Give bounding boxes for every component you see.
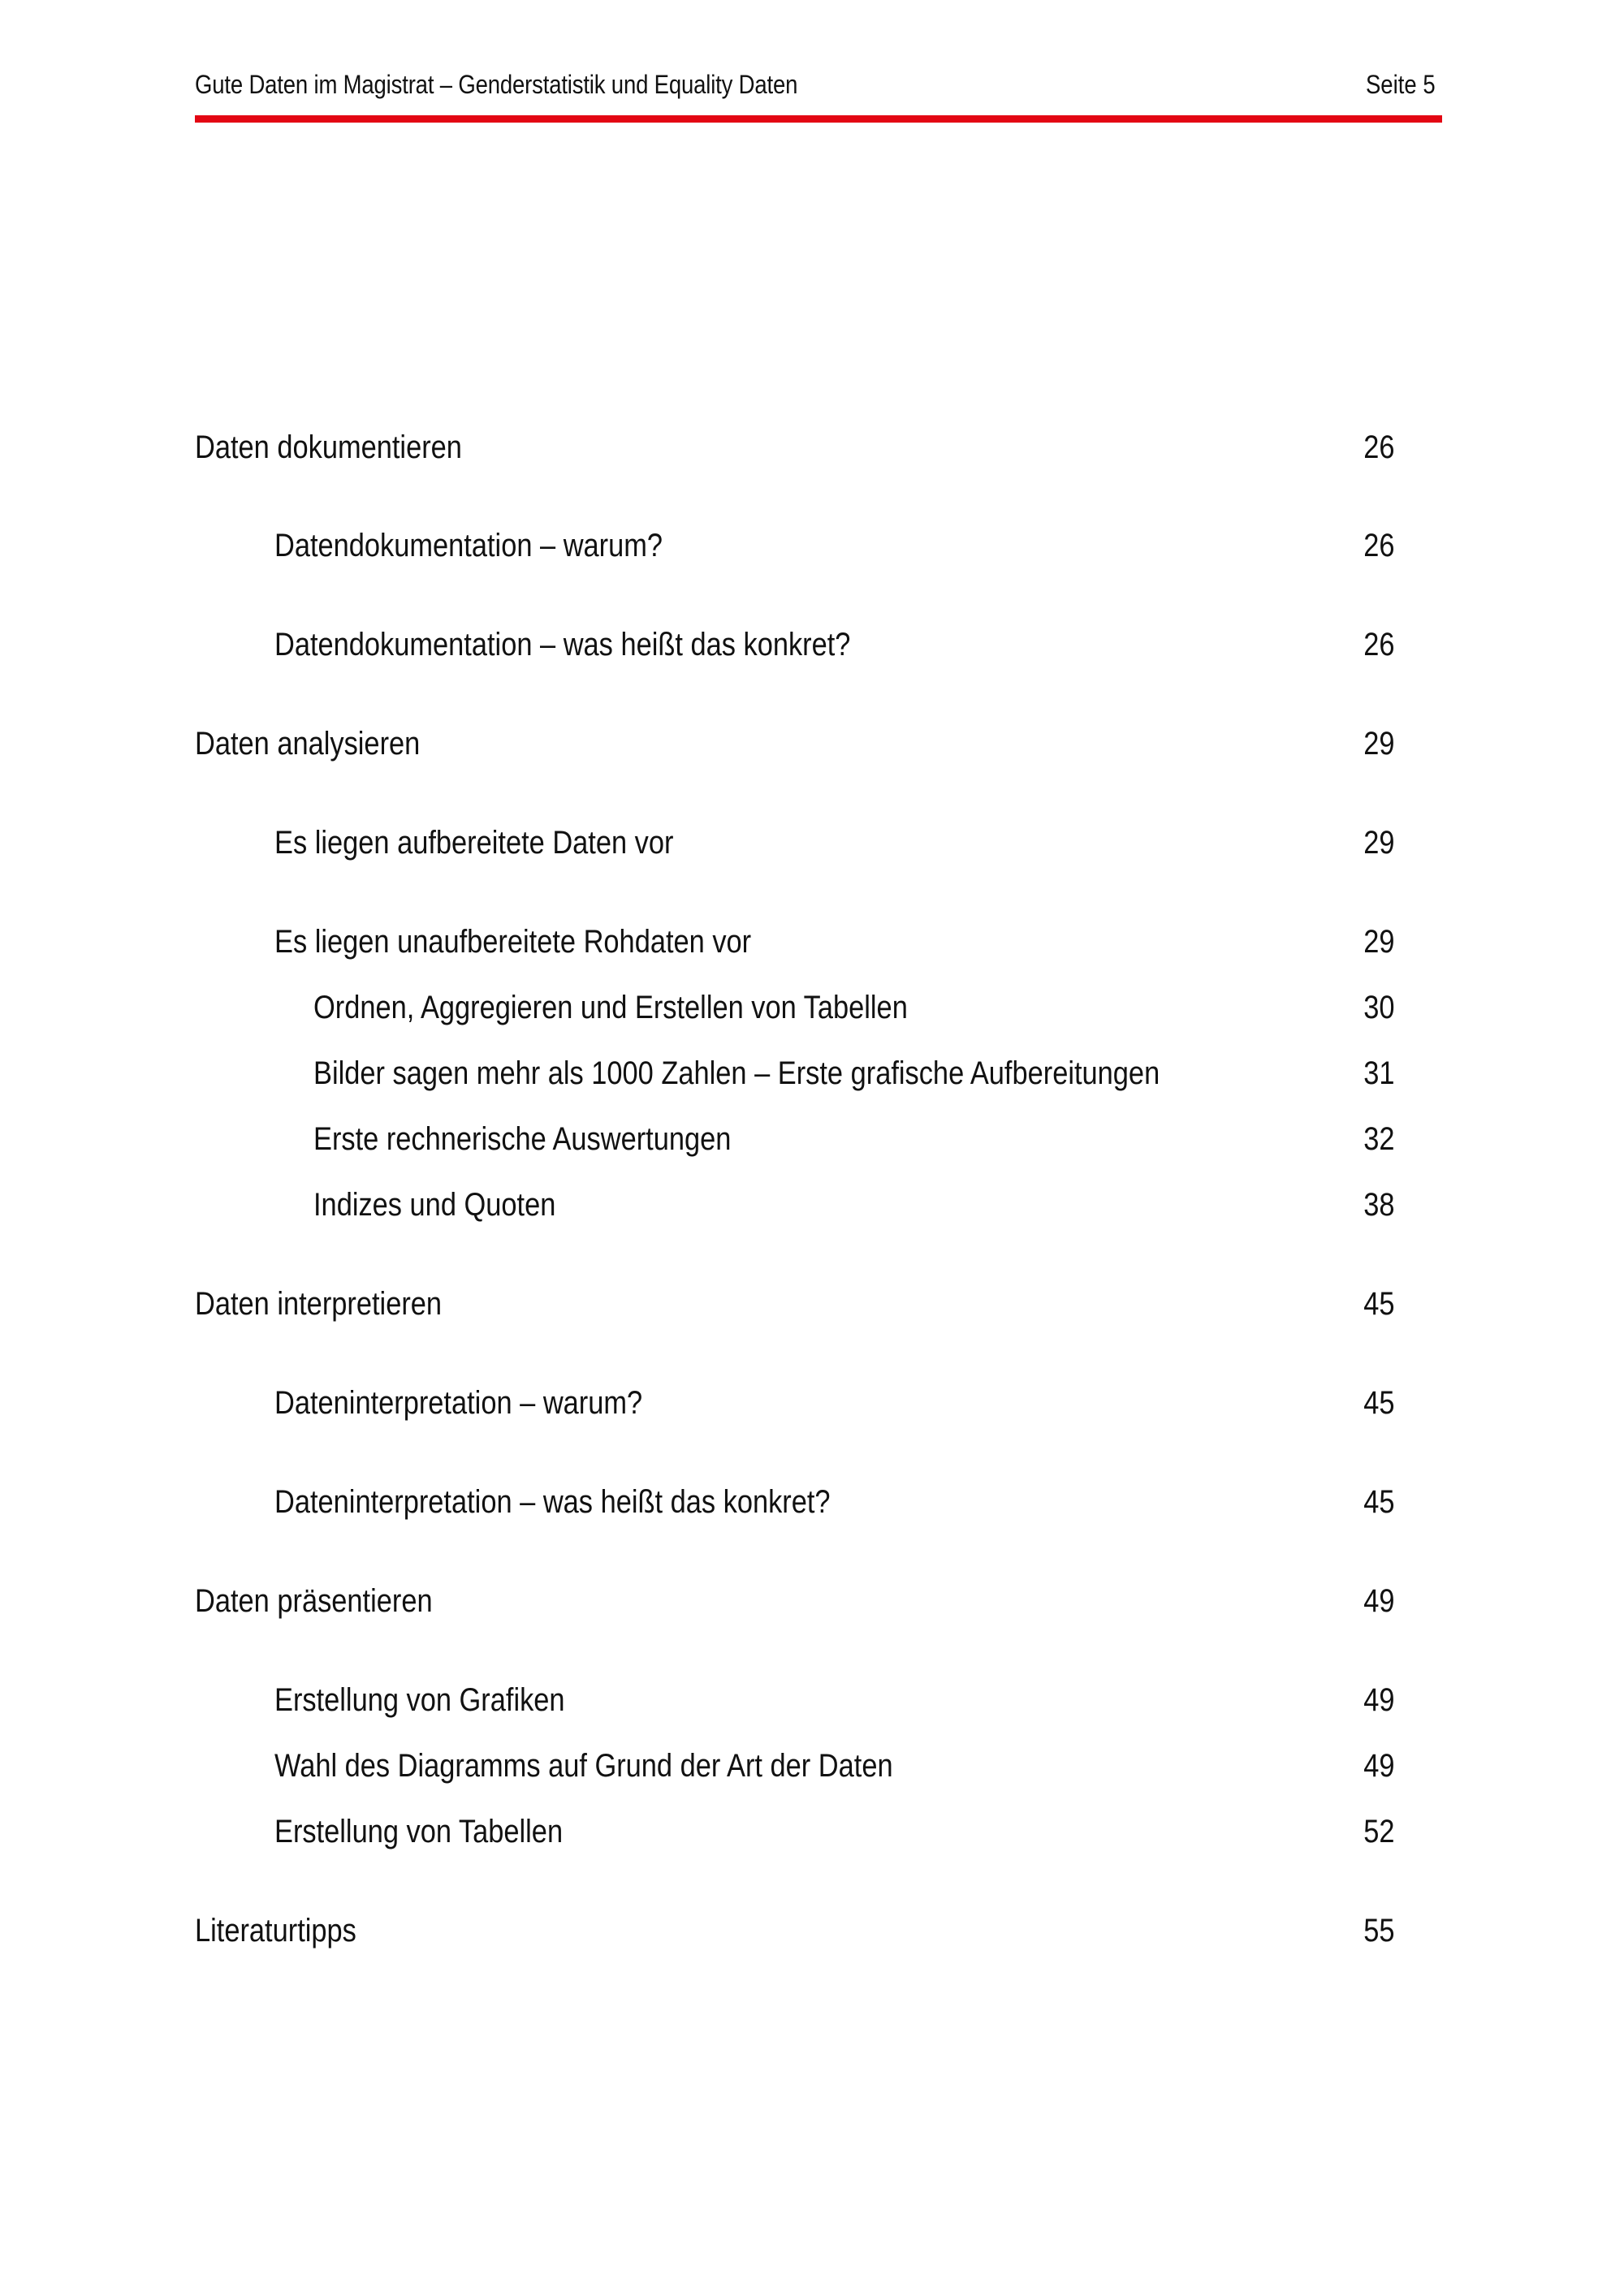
toc-entry[interactable] — [0, 1281, 1624, 1327]
toc-entry-page: 45 — [1363, 1484, 1394, 1520]
toc-entry-page: 26 — [1363, 627, 1394, 662]
toc-entry-label: Wahl des Diagramms auf Grund der Art der Daten — [274, 1748, 893, 1784]
toc-entry[interactable] — [0, 820, 1624, 865]
toc-entry[interactable] — [0, 1380, 1624, 1426]
toc-entry[interactable] — [0, 1743, 1624, 1789]
toc-entry-page: 45 — [1363, 1385, 1394, 1421]
toc-entry-label: Es liegen unaufbereitete Rohdaten vor — [274, 924, 752, 960]
toc-entry[interactable] — [0, 1051, 1624, 1096]
toc-entry-page: 26 — [1363, 429, 1394, 465]
toc-entry-label: Daten dokumentieren — [195, 429, 462, 465]
toc-entry[interactable] — [0, 1677, 1624, 1723]
toc-entry-label: Literaturtipps — [195, 1913, 356, 1949]
toc-entry-label: Daten analysieren — [195, 726, 421, 762]
toc-entry-label: Es liegen aufbereitete Daten vor — [274, 825, 674, 861]
toc-entry[interactable] — [0, 1908, 1624, 1953]
toc-entry-label: Dateninterpretation – was heißt das konkret? — [274, 1484, 831, 1520]
toc-entry[interactable] — [0, 1116, 1624, 1162]
toc-entry-page: 49 — [1363, 1748, 1394, 1784]
toc-entry[interactable] — [0, 1182, 1624, 1228]
toc-entry-label: Dateninterpretation – warum? — [274, 1385, 643, 1421]
toc-entry-label: Ordnen, Aggregieren und Erstellen von Tabellen — [313, 990, 908, 1025]
toc-entry-label: Datendokumentation – warum? — [274, 528, 663, 563]
toc-entry[interactable] — [0, 425, 1624, 470]
toc-entry-label: Erstellung von Grafiken — [274, 1682, 565, 1718]
toc-entry[interactable] — [0, 523, 1624, 568]
header-page-number: Seite 5 — [1366, 70, 1436, 99]
toc-entry-page: 55 — [1363, 1913, 1394, 1949]
header-title: Gute Daten im Magistrat – Genderstatistik und Equality Daten — [195, 70, 798, 99]
toc-entry-label: Daten präsentieren — [195, 1583, 433, 1619]
toc-entry-page: 32 — [1363, 1121, 1394, 1157]
toc-entry-label: Datendokumentation – was heißt das konkret? — [274, 627, 851, 662]
toc-entry-page: 29 — [1363, 924, 1394, 960]
toc-entry-label: Erste rechnerische Auswertungen — [313, 1121, 732, 1157]
toc-entry-page: 49 — [1363, 1682, 1394, 1718]
toc-entry[interactable] — [0, 721, 1624, 766]
toc-entry-page: 45 — [1363, 1286, 1394, 1322]
toc-entry[interactable] — [0, 622, 1624, 667]
toc-entry[interactable] — [0, 1578, 1624, 1624]
toc-entry-page: 30 — [1363, 990, 1394, 1025]
toc-entry-page: 29 — [1363, 726, 1394, 762]
toc-entry-label: Erstellung von Tabellen — [274, 1814, 564, 1849]
toc-entry[interactable] — [0, 1479, 1624, 1525]
toc-entry[interactable] — [0, 985, 1624, 1030]
toc-entry-page: 29 — [1363, 825, 1394, 861]
toc-entry[interactable] — [0, 919, 1624, 965]
toc-entry-page: 31 — [1363, 1055, 1394, 1091]
toc-entry-page: 26 — [1363, 528, 1394, 563]
toc-entry-label: Bilder sagen mehr als 1000 Zahlen – Erste grafische Aufbereitungen — [313, 1055, 1160, 1091]
toc-entry[interactable] — [0, 1809, 1624, 1854]
toc-entry-page: 38 — [1363, 1187, 1394, 1223]
toc-entry-label: Indizes und Quoten — [313, 1187, 556, 1223]
toc-entry-page: 49 — [1363, 1583, 1394, 1619]
toc-entry-page: 52 — [1363, 1814, 1394, 1849]
toc-entry-label: Daten interpretieren — [195, 1286, 443, 1322]
